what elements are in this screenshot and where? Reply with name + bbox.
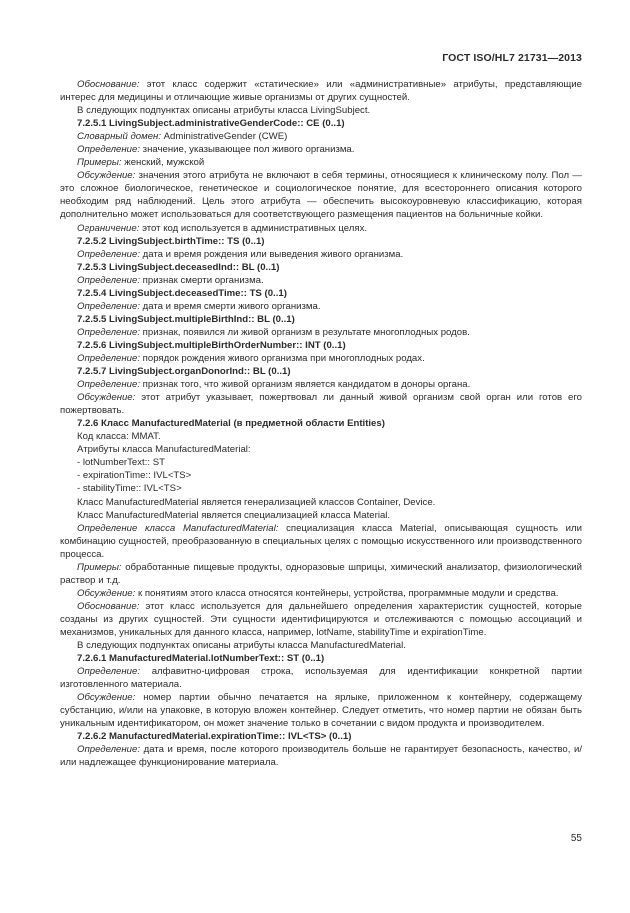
paragraph-label: Словарный домен: [77, 131, 161, 143]
paragraph-text: Код класса: MMAT. [77, 431, 161, 443]
section-heading: 7.2.5.2 LivingSubject.birthTime:: TS (0..1) [77, 235, 265, 247]
paragraph-label: Примеры: [77, 561, 122, 573]
paragraph-text: этот код используется в административных целях. [139, 222, 368, 234]
paragraph-text: обработанные пищевые продукты, одноразовые шприцы, химический анализатор, физиологический раствор и т.д. [60, 561, 582, 586]
paragraph-text: женский, мужской [121, 157, 205, 169]
paragraph-label: Обоснование: [77, 79, 140, 90]
paragraph-text: специализация класса Material, описывающая сущность или комбинацию сущностей, преобразованную в специальных целях с помощью искусственного или производственного процесса. [60, 522, 582, 560]
body-paragraph [60, 691, 582, 730]
paragraph-text: этот класс содержит «статические» или «административные» атрибуты, представляющие интерес для медицины и отличающие живые организмы от других сущностей. [60, 79, 582, 104]
paragraph-label: Определение: [77, 300, 140, 312]
body-paragraph [60, 222, 582, 235]
body-paragraph [60, 326, 582, 339]
body-paragraph [60, 391, 582, 417]
section-heading: 7.2.5.7 LivingSubject.organDonorInd:: BL (0..1) [77, 366, 291, 378]
body-paragraph [60, 130, 582, 143]
paragraph-label: Обсуждение: [77, 392, 136, 404]
paragraph-label: Обоснование: [77, 600, 140, 612]
page-number: 55 [570, 833, 582, 844]
body-paragraph [60, 169, 582, 221]
paragraph-label: Определение класса ManufacturedMaterial: [77, 522, 279, 534]
paragraph-label: Определение: [77, 248, 140, 260]
body-paragraph [60, 378, 582, 391]
section-heading: 7.2.6.1 ManufacturedMaterial.lotNumberText:: ST (0..1) [77, 653, 325, 665]
paragraph-text: этот класс используется для дальнейшего определения характеристик сущностей, которые созданы из других сущностей. Эти сущности идентифицируются и отслеживаются с помощью ассоциаций и механизмов, уникальных для данного класса, например, lotName, stabilityTime и expirationTime. [60, 600, 582, 638]
paragraph-label: Примеры: [77, 157, 122, 169]
paragraph-text: алфавитно-цифровая строка, используемая для идентификации конкретной партии изготовленного материала. [60, 666, 582, 691]
body-paragraph [60, 587, 582, 600]
section-heading: 7.2.5.5 LivingSubject.multipleBirthInd:: BL (0..1) [77, 313, 295, 325]
paragraph-text: к понятиям этого класса относятся контейнеры, устройства, программные модули и средства. [135, 587, 559, 599]
body-paragraph [60, 78, 582, 104]
paragraph-text: Класс ManufacturedMaterial является специализацией класса Material. [77, 509, 391, 521]
body-paragraph [60, 482, 582, 495]
section-heading: 7.2.5.6 LivingSubject.multipleBirthOrderNumber:: INT (0..1) [77, 339, 346, 351]
paragraph-text: номер партии обычно печатается на ярлыке, приложенном к контейнеру, содержащему субстанцию, и/или на упаковке, в которую вложен контейнер. Следует отметить, что номер партии не обязан быть уникальным идентификатором, он может значение только в сочетании с видом продукта и производителем. [60, 692, 582, 730]
section-heading: 7.2.5.1 LivingSubject.administrativeGenderCode:: CE (0..1) [77, 118, 345, 130]
body-paragraph [60, 665, 582, 691]
body-paragraph [60, 156, 582, 169]
body-paragraph [60, 456, 582, 469]
body-paragraph [60, 430, 582, 443]
paragraph-text: Атрибуты класса ManufacturedMaterial: [77, 444, 251, 456]
paragraph-label: Обсуждение: [77, 692, 136, 704]
body-paragraph [60, 743, 582, 769]
paragraph-label: Определение: [77, 666, 140, 678]
body-paragraph [60, 248, 582, 261]
paragraph-label: Обсуждение: [77, 170, 136, 182]
body-paragraph [60, 274, 582, 287]
body-paragraph [60, 561, 582, 587]
paragraph-label: Определение: [77, 744, 140, 756]
section-heading: 7.2.5.4 LivingSubject.deceasedTime:: TS (0..1) [77, 287, 287, 299]
section-heading: 7.2.5.3 LivingSubject.deceasedInd:: BL (0..1) [77, 261, 280, 273]
paragraph-text: признак, появился ли живой организм в результате многоплодных родов. [140, 326, 470, 338]
body-paragraph [60, 443, 582, 456]
paragraph-text: этот атрибут указывает, пожертвовал ли данный живой организм свой орган или готов его пожертвовать. [60, 392, 582, 417]
section-heading: 7.2.6 Класс ManufacturedMaterial (в предметной области Entities) [77, 418, 385, 430]
page-content [60, 78, 582, 769]
paragraph-text: В следующих подпунктах описаны атрибуты класса LivingSubject. [77, 105, 371, 117]
body-paragraph [60, 469, 582, 482]
paragraph-label: Определение: [77, 379, 140, 391]
paragraph-label: Определение: [77, 326, 140, 338]
paragraph-label: Определение: [77, 144, 140, 156]
body-paragraph [60, 300, 582, 313]
body-paragraph [60, 352, 582, 365]
paragraph-label: Определение: [77, 352, 140, 364]
paragraph-label: Ограничение: [77, 222, 140, 234]
paragraph-text: В следующих подпунктах описаны атрибуты класса ManufacturedMaterial. [77, 640, 406, 652]
document-header: ГОСТ ISO/HL7 21731—2013 [442, 52, 582, 64]
body-paragraph [60, 496, 582, 509]
paragraph-text: - expirationTime:: IVL<TS> [77, 470, 192, 482]
paragraph-text: дата и время смерти живого организма. [140, 300, 321, 312]
paragraph-text: порядок рождения живого организма при многоплодных родах. [140, 352, 425, 364]
paragraph-text: - lotNumberText:: ST [77, 457, 165, 469]
paragraph-label: Определение: [77, 274, 140, 286]
paragraph-text: дата и время, после которого производитель больше не гарантирует безопасность, качество, и/или надлежащее функционирование материала. [60, 744, 582, 769]
body-paragraph [60, 509, 582, 522]
paragraph-label: Обсуждение: [77, 587, 136, 599]
body-paragraph [60, 522, 582, 561]
paragraph-text: дата и время рождения или выведения живого организма. [140, 248, 404, 260]
paragraph-text: признак того, что живой организм является кандидатом в доноры органа. [140, 379, 471, 391]
body-paragraph [60, 600, 582, 639]
paragraph-text: AdministrativeGender (CWE) [160, 131, 288, 143]
paragraph-text: - stabilityTime:: IVL<TS> [77, 483, 182, 495]
body-paragraph [60, 639, 582, 652]
body-paragraph [60, 104, 582, 117]
body-paragraph [60, 143, 582, 156]
paragraph-text: значение, указывающее пол живого организма. [140, 144, 355, 156]
paragraph-text: значения этого атрибута не включают в себя термины, относящиеся к клиническому полу. Пол — это сложное биологическое, генетическое и социологическое понятие, для всестороннего описания которого необходим ряд наблюдений. Цель этого атрибута — обеспечить высокоуровневую классификацию, которая дополнительно может использоваться для соответствующего размещения пациентов на больничные койки. [60, 170, 582, 221]
section-heading: 7.2.6.2 ManufacturedMaterial.expirationTime:: IVL<TS> (0..1) [77, 731, 352, 743]
paragraph-text: признак смерти организма. [140, 274, 264, 286]
paragraph-text: Класс ManufacturedMaterial является генерализацией классов Container, Device. [77, 496, 436, 508]
